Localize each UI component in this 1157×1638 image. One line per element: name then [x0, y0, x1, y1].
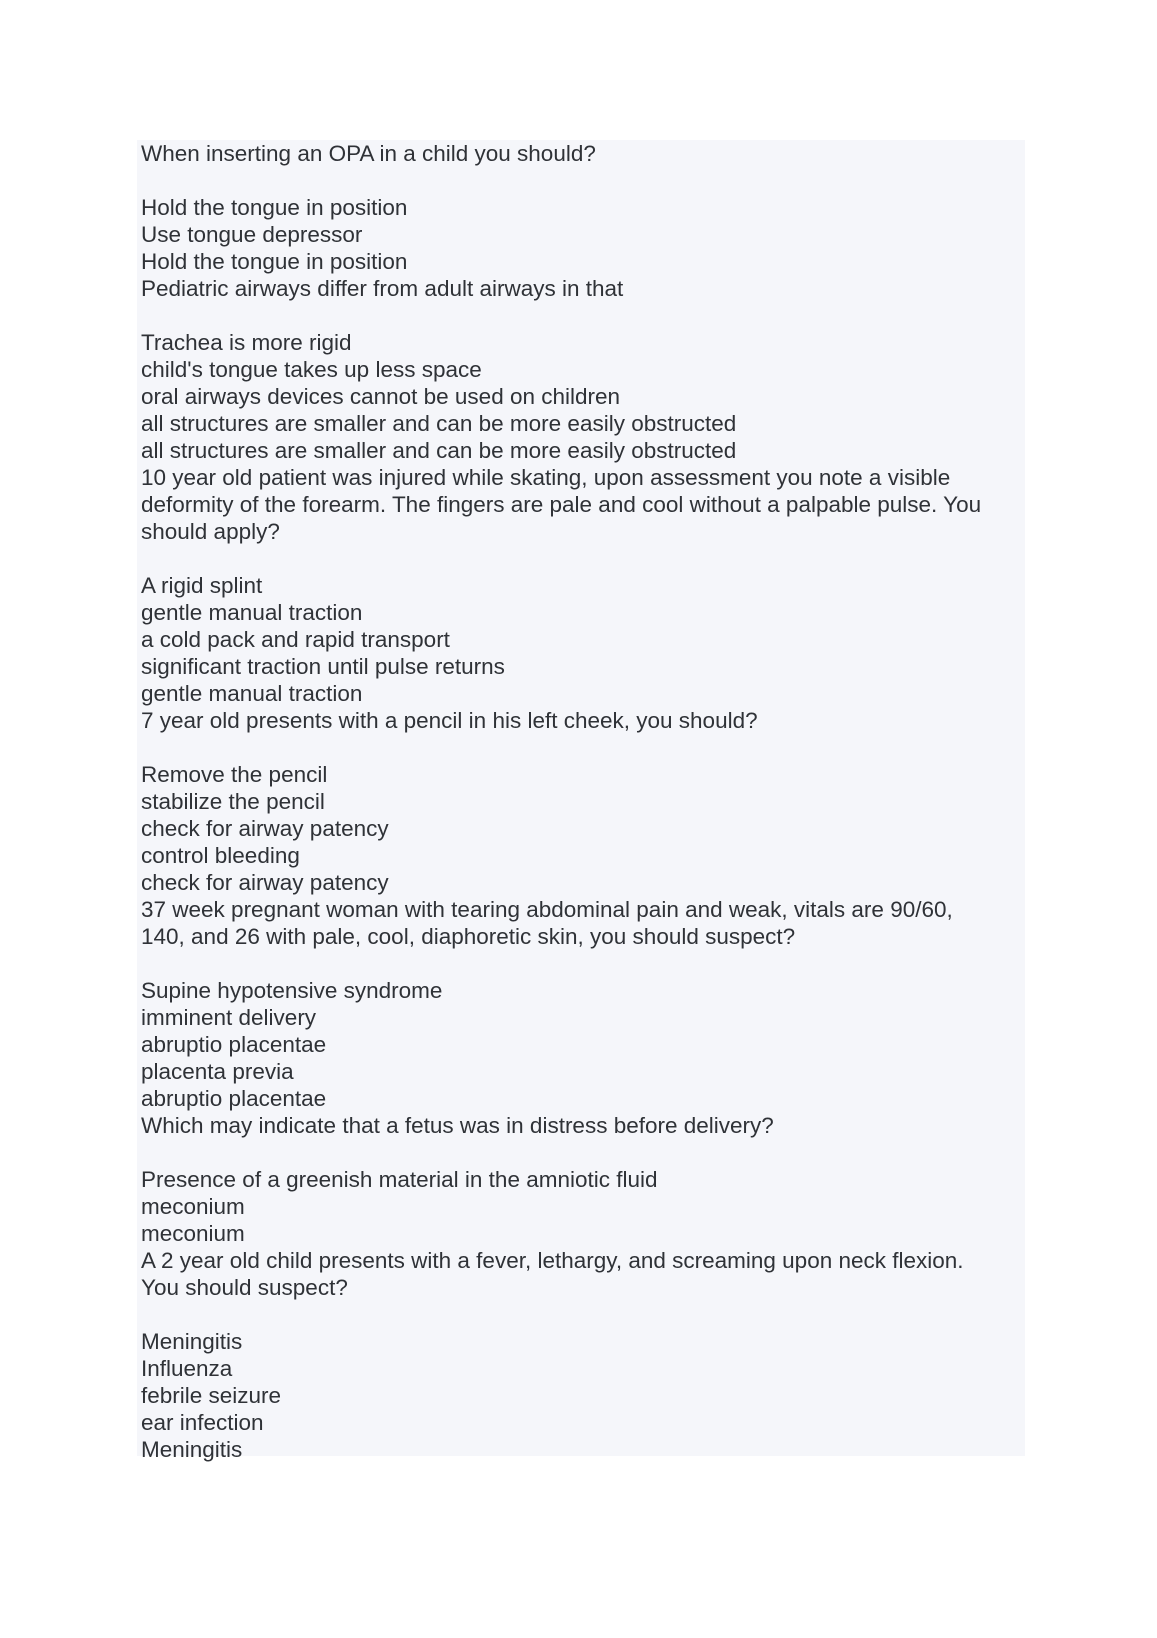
- answer-line: Hold the tongue in position: [141, 195, 408, 220]
- answer-line: check for airway patency: [141, 870, 389, 895]
- answer-line: Remove the pencil: [141, 762, 328, 787]
- question-block-5: [141, 896, 1021, 1112]
- question-line: 7 year old presents with a pencil in his left cheek, you should?: [141, 708, 758, 733]
- answer-line: significant traction until pulse returns: [141, 654, 505, 679]
- question-block-4: [141, 707, 1021, 896]
- answer-line: Meningitis: [141, 1329, 243, 1354]
- answer-line: Presence of a greenish material in the amniotic fluid: [141, 1167, 658, 1192]
- answer-line: stabilize the pencil: [141, 789, 325, 814]
- answer-line: child's tongue takes up less space: [141, 357, 482, 382]
- question-block-3: [141, 464, 1021, 707]
- answer-line: abruptio placentae: [141, 1086, 327, 1111]
- question-line: deformity of the forearm. The fingers are pale and cool without a palpable pulse. You: [141, 492, 982, 517]
- answer-line: check for airway patency: [141, 816, 389, 841]
- answer-line: oral airways devices cannot be used on children: [141, 384, 621, 409]
- answer-line: A rigid splint: [141, 573, 263, 598]
- question-line: When inserting an OPA in a child you should?: [141, 141, 596, 166]
- question-text: [141, 1247, 1021, 1301]
- answer-line: febrile seizure: [141, 1383, 282, 1408]
- answer-line: Use tongue depressor: [141, 222, 363, 247]
- question-line: 37 week pregnant woman with tearing abdominal pain and weak, vitals are 90/60,: [141, 897, 953, 922]
- question-block-1: [141, 140, 1021, 275]
- question-line: should apply?: [141, 519, 280, 544]
- question-block-7: [141, 1247, 1021, 1463]
- answer-line: Supine hypotensive syndrome: [141, 978, 443, 1003]
- question-line: 140, and 26 with pale, cool, diaphoretic skin, you should suspect?: [141, 924, 796, 949]
- question-line: You should suspect?: [141, 1275, 348, 1300]
- answer-line: all structures are smaller and can be more easily obstructed: [141, 438, 737, 463]
- answer-line: Influenza: [141, 1356, 233, 1381]
- question-text: [141, 896, 1021, 950]
- answer-line: abruptio placentae: [141, 1032, 327, 1057]
- answer-line: a cold pack and rapid transport: [141, 627, 450, 652]
- answer-line: meconium: [141, 1221, 245, 1246]
- question-block-2: [141, 275, 1021, 464]
- answer-line: meconium: [141, 1194, 245, 1219]
- question-text: [141, 464, 1021, 545]
- question-text: [141, 707, 1021, 734]
- answer-line: control bleeding: [141, 843, 300, 868]
- question-line: Which may indicate that a fetus was in distress before delivery?: [141, 1113, 774, 1138]
- question-text: [141, 140, 1021, 167]
- question-line: 10 year old patient was injured while skating, upon assessment you note a visible: [141, 465, 951, 490]
- answer-line: Trachea is more rigid: [141, 330, 352, 355]
- answer-line: ear infection: [141, 1410, 264, 1435]
- question-line: A 2 year old child presents with a fever, lethargy, and screaming upon neck flexion.: [141, 1248, 964, 1273]
- answer-line: gentle manual traction: [141, 681, 363, 706]
- answer-line: placenta previa: [141, 1059, 294, 1084]
- question-text: [141, 275, 1021, 302]
- flashcard-text: [141, 140, 1021, 1463]
- question-line: Pediatric airways differ from adult airways in that: [141, 276, 624, 301]
- question-block-6: [141, 1112, 1021, 1247]
- answer-line: all structures are smaller and can be more easily obstructed: [141, 411, 737, 436]
- answer-line: gentle manual traction: [141, 600, 363, 625]
- answer-line: Meningitis: [141, 1437, 243, 1462]
- answer-line: Hold the tongue in position: [141, 249, 408, 274]
- question-text: [141, 1112, 1021, 1139]
- answer-line: imminent delivery: [141, 1005, 317, 1030]
